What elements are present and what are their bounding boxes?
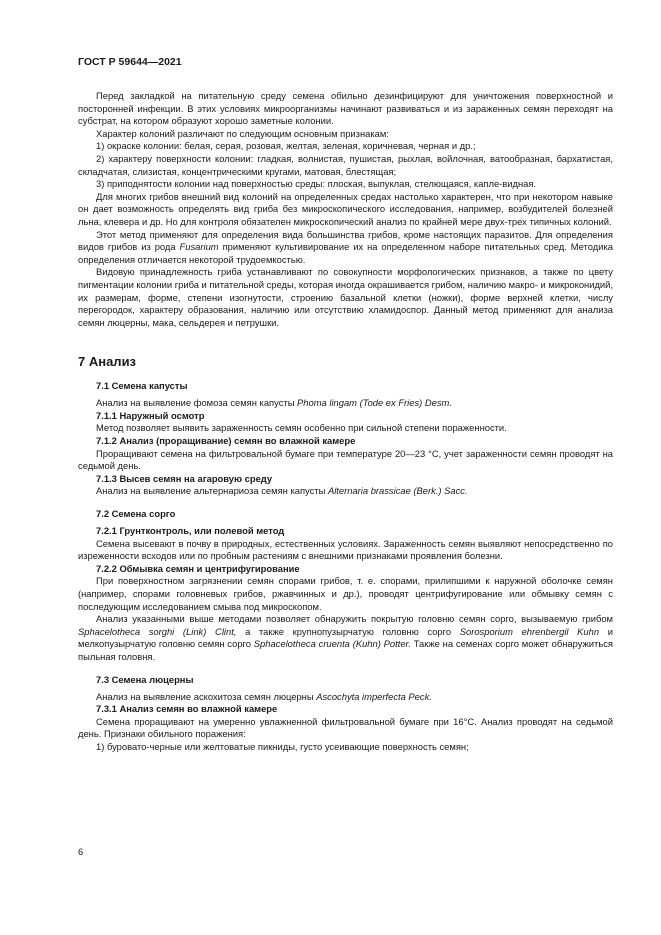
page-number: 6 bbox=[78, 846, 84, 857]
paragraph: Метод позволяет выявить зараженность семян особенно при сильной степени пораженности. bbox=[96, 422, 507, 434]
clause-heading: 7.2.1 Грунтконтроль, или полевой метод bbox=[96, 525, 285, 537]
paragraph: 3) приподнятости колонии над поверхностью среды: плоская, выпуклая, стелющаяся, капле-видная. bbox=[96, 178, 537, 190]
paragraph: Семена высевают в почву в природных, естественных условиях. Зараженность семян выявляют непосредственно по изреженности всходов или по пробным растениям с внешними признаками проявления болезни. bbox=[78, 537, 613, 562]
document-page bbox=[78, 56, 613, 754]
document-header: ГОСТ Р 59644—2021 bbox=[78, 56, 182, 68]
clause-heading: 7.3.1 Анализ семян во влажной камере bbox=[96, 703, 278, 715]
paragraph: Анализ на выявление альтернариоза семян капусты Alternaria brassicae (Berk.) Sacc. bbox=[96, 485, 468, 497]
subsection-heading: 7.1 Семена капусты bbox=[96, 380, 188, 392]
subsection-heading: 7.2 Семена сорго bbox=[96, 508, 176, 520]
paragraph: 1) окраске колонии: белая, серая, розовая, желтая, зеленая, коричневая, черная и др.; bbox=[96, 140, 476, 152]
clause-heading: 7.2.2 Обмывка семян и центрифугирование bbox=[96, 562, 300, 574]
section-heading: 7 Анализ bbox=[78, 354, 137, 370]
paragraph: Анализ на выявление аскохитоза семян люцерны Ascochyta imperfecta Peck. bbox=[96, 690, 432, 702]
paragraph: При поверхностном загрязнении семян спорами грибов, т. е. спорами, прилипшими к наружной оболочке семян (например, спорами головневых грибов, ржавчинных и др.), проводят центрифугирование или обмывку семян с последующим исследованием смыва под микроскопом. bbox=[78, 575, 613, 612]
clause-heading: 7.1.3 Высев семян на агаровую среду bbox=[96, 472, 273, 484]
paragraph: Анализ на выявление фомоза семян капусты Phoma lingam (Tode ex Fries) Desm. bbox=[96, 397, 452, 409]
clause-heading: 7.1.2 Анализ (проращивание) семян во влажной камере bbox=[96, 435, 356, 447]
paragraph: Семена проращивают на умеренно увлажненной фильтровальной бумаге при 16°С. Анализ проводят на седьмой день. Признаки обильного поражения: bbox=[78, 715, 613, 740]
paragraph: 1) буровато-черные или желтоватые пикниды, густо усеивающие поверхность семян; bbox=[96, 740, 469, 752]
paragraph: 2) характеру поверхности колонии: гладкая, волнистая, пушистая, рыхлая, войлочная, ватообразная, бархатистая, складчатая, слизистая, концентрическими кругами, матовая, блестящая; bbox=[78, 152, 613, 177]
paragraph: Для многих грибов внешний вид колоний на определенных средах настолько характерен, что при некотором навыке он дает возможность определять вид гриба без микроскопического исследования, например, возбудителей болезней льна, клевера и др. Но для контроля обязателен микроскопический анализ по крайней мере двух-трех типичных колоний. bbox=[78, 190, 613, 227]
paragraph: Проращивают семена на фильтровальной бумаге при температуре 20—23 °С, учет зараженности семян проводят на седьмой день. bbox=[78, 447, 613, 472]
paragraph: Анализ указанными выше методами позволяет обнаружить покрытую головню семян сорго, вызываемую грибом Sphacelotheca sorghi (Link) Clint, а также крупнопузырчатую головню сорго Sorosporium ehrenbergil Kuhn и мелкопузырчатую головню семян сорго Sphacelotheca cruenta (Kuhn) Potter. Также на семенах сорго может обнаружиться пыльная головня. bbox=[78, 613, 613, 662]
subsection-heading: 7.3 Семена люцерны bbox=[96, 673, 194, 685]
clause-heading: 7.1.1 Наружный осмотр bbox=[96, 409, 205, 421]
paragraph: Характер колоний различают по следующим основным признакам: bbox=[96, 127, 389, 139]
paragraph: Перед закладкой на питательную среду семена обильно дезинфицируют для уничтожения поверхностной и посторонней инфекции. В этих условиях микроорганизмы начинают развиваться и из зараженных семян переходят на субстрат, на котором образуют хорошо заметные колонии. bbox=[78, 90, 613, 127]
paragraph: Этот метод применяют для определения вида большинства грибов, кроме настоящих паразитов. Для определения видов грибов из рода Fusarium применяют культивирование их на определенном наборе питательных сред. Методика определения отличается некоторой трудоемкостью. bbox=[78, 228, 613, 265]
paragraph: Видовую принадлежность гриба устанавливают по совокупности морфологических признаков, а также по цвету пигментации колонии гриба и питательной среды, которая иногда окрашивается грибом, наличию макро- и микроконидий, их размерам, форме, степени изогнутости, строению базальной клетки (ножки), форме верхней клетки, числу перегородок, характеру образования, наличию или отсутствию хламидоспор. Данный метод применяют для анализа семян люцерны, мака, сельдерея и петрушки. bbox=[78, 266, 613, 328]
